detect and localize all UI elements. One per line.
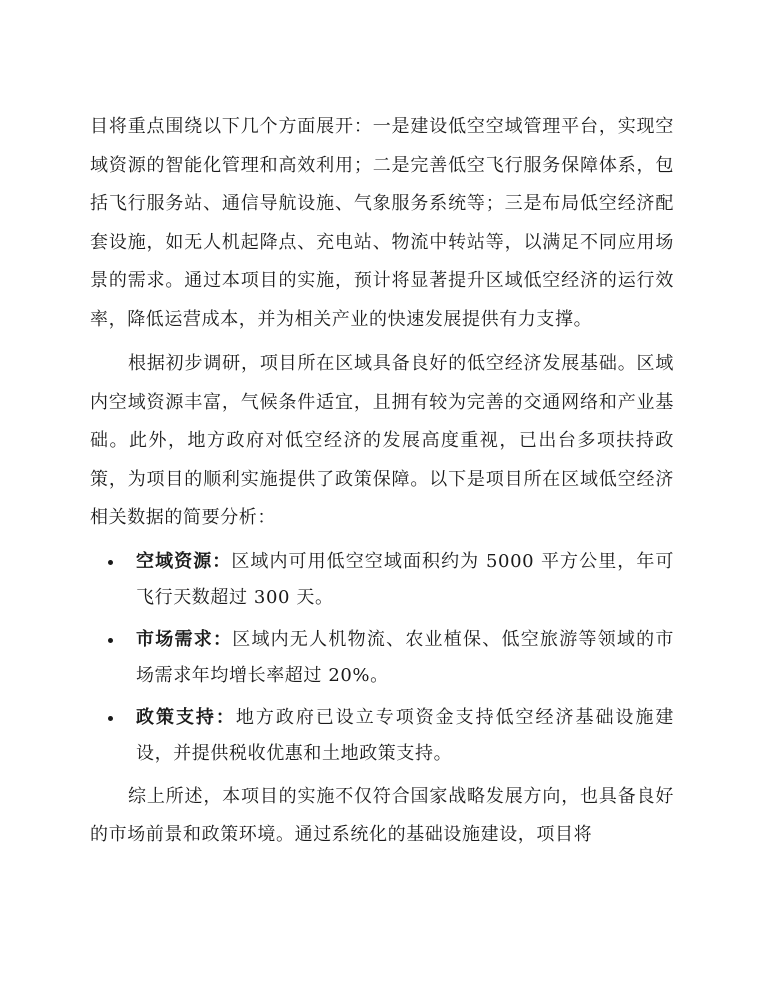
bullet-text: 区域内无人机物流、农业植保、低空旅游等领域的市场需求年均增长率超过 20%。	[136, 628, 674, 686]
bullet-term: 政策支持	[136, 706, 216, 728]
bullet-item-airspace	[136, 544, 674, 616]
paragraph-regional-basis: 根据初步调研，项目所在区域具备良好的低空经济发展基础。区域内空域资源丰富，气候条件适宜，且拥有较为完善的交通网络和产业基础。此外，地方政府对低空经济的发展高度重视，已出台多项扶持政策，为项目的顺利实施提供了政策保障。以下是项目所在区域低空经济相关数据的简要分析：	[90, 353, 674, 528]
bullet-separator: ：	[212, 550, 232, 572]
bullet-dot-icon	[108, 560, 113, 565]
document-body	[90, 108, 674, 861]
paragraph-project-focus: 目将重点围绕以下几个方面展开：一是建设低空空域管理平台，实现空域资源的智能化管理和高效利用；二是完善低空飞行服务保障体系，包括飞行服务站、通信导航设施、气象服务系统等；三是布局低空经济配套设施，如无人机起降点、充电站、物流中转站等，以满足不同应用场景的需求。通过本项目的实施，预计将显著提升区域低空经济的运行效率，降低运营成本，并为相关产业的快速发展提供有力支撑。	[90, 116, 674, 330]
bullet-text: 区域内可用低空空域面积约为 5000 平方公里，年可飞行天数超过 300 天。	[136, 550, 674, 608]
paragraph-conclusion: 综上所述，本项目的实施不仅符合国家战略发展方向，也具备良好的市场前景和政策环境。通过系统化的基础设施建设，项目将	[90, 785, 674, 845]
bullet-term: 空域资源	[136, 550, 213, 572]
bullet-dot-icon	[108, 716, 113, 721]
bullet-separator: ：	[215, 706, 236, 728]
bullet-separator: ：	[212, 628, 233, 650]
bullet-dot-icon	[108, 638, 113, 643]
bullet-item-market	[136, 622, 674, 694]
bullet-text: 地方政府已设立专项资金支持低空经济基础设施建设，并提供税收优惠和土地政策支持。	[136, 706, 674, 764]
bullet-term: 市场需求	[136, 628, 213, 650]
bullet-item-policy	[136, 700, 674, 772]
bullet-list	[90, 544, 674, 772]
